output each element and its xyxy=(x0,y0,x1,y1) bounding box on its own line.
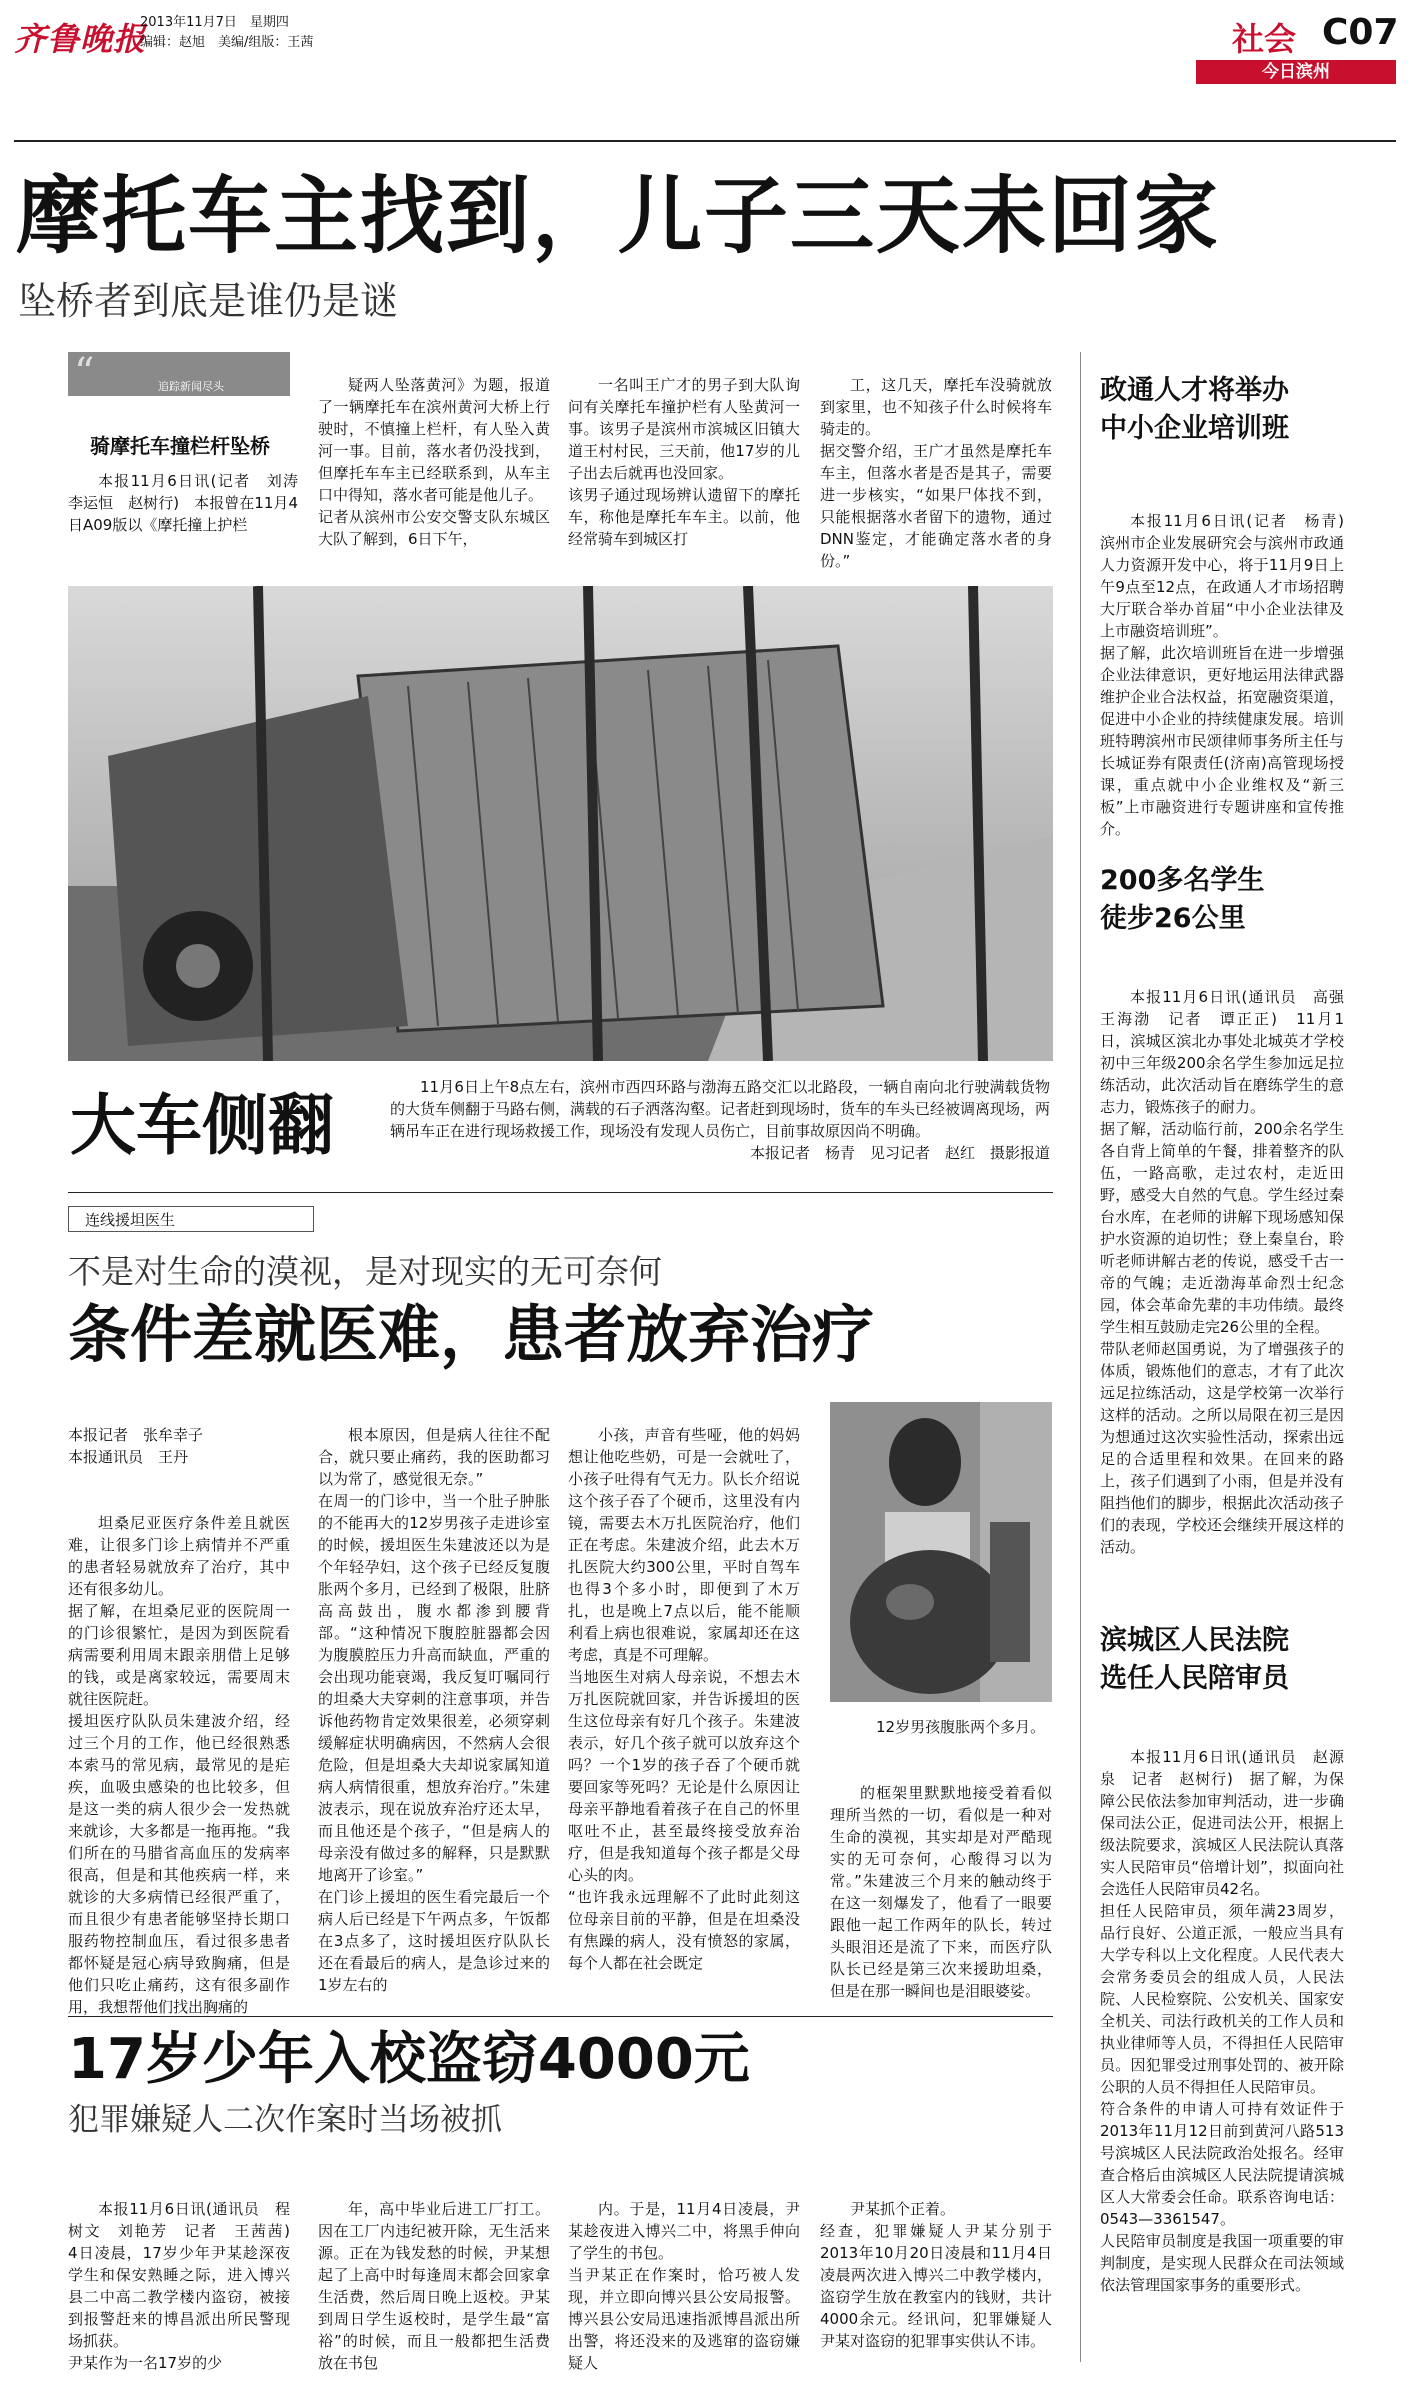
doctor-para: 根本原因，但是病人往往不配合，就只要止痛药，我的医助都习以为常了，感觉很无奈。” 在周一的门诊中，当一个肚子肿胀的不能再大的12岁男孩子走进诊室的时候，援坦医生朱建波还以为是个年轻孕妇，这个孩子已经反复腹胀两个多月，已经到了极限，肚脐高高鼓出，腹水都渗到腰背部。“这种情况下腹腔脏器都会因为腹膜腔压力升高而缺血，严重的会出现功能衰竭，我反复叮嘱同行的坦桑大夫穿刺的注意事项，并告诉他药物肯定效果很差，必须穿刺缓解症状明确病因，不然病人会很危险，但是坦桑大夫却说家属知道病人病情很重，想放弃治疗。”朱建波表示，现在说放弃治疗还太早，而且他还是个孩子，“但是病人的母亲没有做过多的解释，只是默默地离开了诊室。” 在门诊上援坦的医生看完最后一个病人后已经是下午两点多，午饭都在3点多了，这时援坦医疗队队长还在看最后的病人，是急诊过来的1岁左右的 xyxy=(318,1426,550,1994)
truck-photo xyxy=(68,586,1053,1061)
lead-para: 疑两人坠落黄河》为题，报道了一辆摩托车在滨州黄河大桥上行驶时，不慎撞上栏杆，有人坠入黄河一事。目前，落水者仍没找到，但摩托车车主已经联系到，从车主口中得知，落水者可能是他儿子。 记者从滨州市公安交警支队东城区大队了解到，6日下午， xyxy=(318,376,550,548)
sidebar-headline: 200多名学生 徒步26公里 xyxy=(1100,865,1265,934)
paper-name-logo: 齐鲁晚报 xyxy=(14,20,147,58)
subsection-bar xyxy=(1196,60,1396,84)
tag-title: 骑摩托车撞栏杆坠桥 xyxy=(90,434,270,458)
sidebar-story-2 xyxy=(1100,862,1344,1580)
theft-subhead: 犯罪嫌疑人二次作案时当场被抓 xyxy=(68,2102,502,2138)
sidebar-body xyxy=(1100,1724,1344,2318)
sidebar-body xyxy=(1100,964,1344,1580)
sidebar-para: 本报11月6日讯(记者 杨青) 滨州市企业发展研究会与滨州市政通人力资源开发中心，将于11月9日上午9点至12点，在政通人才市场招聘大厅联合举办首届“中小企业法律及上市融资培训班”。 据了解，此次培训班旨在进一步增强企业法律意识，更好地运用法律武器维护企业合法权益，拓宽融资渠道，促进中小企业的持续健康发展。培训班特聘滨州市民颂律师事务所主任与长城证券有限责任(济南)高管现场授课，重点就中小企业维权及“新三板”上市融资进行专题讲座和宣传推介。 xyxy=(1100,512,1344,838)
boy-photo-image xyxy=(830,1402,1052,1702)
doctor-series-label xyxy=(68,1206,314,1232)
sidebar-headline: 政通人才将举办 中小企业培训班 xyxy=(1100,375,1289,444)
tag-label: 追踪新闻尽头 xyxy=(158,380,224,393)
doctor-para: 小孩，声音有些哑，他的妈妈想让他吃些奶，可是一会就吐了，小孩子吐得有气无力。队长介绍说这个孩子吞了个硬币，这里没有内镜，需要去木万扎医院治疗，他们正在考虑。朱建波介绍，此去木万扎医院大约300公里，平时自驾车也得3个多小时，即便到了木万扎，也是晚上7点以后，能不能顺利看上病也很难说，家属却还在这考虑，真是不可理解。 当地医生对病人母亲说，不想去木万扎医院就回家，并告诉援坦的医生这位母亲有好几个孩子。朱建波表示，好几个孩子就可以放弃这个吗？一个1岁的孩子吞了个硬币就要回家等死吗？无论是什么原因让母亲平静地看着孩子在自己的怀里呕吐不止，甚至最终接受放弃治疗，但是我知道每个孩子都是父母心头的肉。 “也许我永远理解不了此时此刻这位母亲目前的平静，但是在坦桑没有焦躁的病人，没有愤怒的家属，每个人都在社会既定 xyxy=(568,1426,800,1972)
section-label: 社会 xyxy=(1232,20,1297,58)
theft-para: 年，高中毕业后进工厂打工。因在工厂内违纪被开除，无生活来源。正在为钱发愁的时候，尹某想起了上高中时每逢周末都会回家拿生活费，然后周日晚上返校。尹某到周日学生返校时，是学生最“富裕”的时候，而且一般都把生活费放在书包 xyxy=(318,2200,550,2372)
doctor-kicker: 不是对生命的漠视，是对现实的无可奈何 xyxy=(68,1252,662,1291)
editor-credits: 编辑：赵旭 美编/组版：王茜 xyxy=(140,35,314,50)
doctor-headline: 条件差就医难，患者放弃治疗 xyxy=(68,1298,875,1371)
lead-col-1 xyxy=(68,470,314,536)
masthead xyxy=(0,0,1409,140)
lead-subhead: 坠桥者到底是谁仍是谜 xyxy=(18,279,399,323)
theft-col-1 xyxy=(68,2176,290,2396)
lead-col-2 xyxy=(318,352,550,572)
masthead-rule xyxy=(14,140,1396,142)
theft-col-2 xyxy=(318,2176,550,2396)
tag-quote-icon: “ xyxy=(74,350,95,396)
sidebar-headline: 滨城区人民法院 选任人民陪审员 xyxy=(1100,1625,1289,1694)
lead-para: 一名叫王广才的男子到大队询问有关摩托车撞护栏有人坠黄河一事。该男子是滨州市滨城区旧镇大道王村村民，三天前，他17岁的儿子出去后就再也没回家。 该男子通过现场辨认遗留下的摩托车，称他是摩托车车主。以前，他经常骑车到城区打 xyxy=(568,376,800,548)
truck-photo-title: 大车侧翻 xyxy=(70,1087,334,1164)
sidebar-para: 本报11月6日讯(通讯员 高强 王海渤 记者 谭正正) 11月1日，滨城区滨北办事处北城英才学校初中三年级200余名学生参加远足拉练活动，此次活动旨在磨练学生的意志力，锻炼孩子的耐力。 据了解，活动临行前，200余名学生各自背上简单的午餐，排着整齐的队伍，一路高歌，走过农村，走近田野，感受大自然的气息。学生经过秦台水库，在老师的讲解下现场感知保护水资源的迫切性；登上秦皇台，聆听老师讲解古老的传说，感受千古一帝的气魄；走近渤海革命烈士纪念园，体会革命先辈的丰功伟绩。最终学生相互鼓励走完26公里的全程。 带队老师赵国勇说，为了增强孩子的体质，锻炼他们的意志，才有了此次远足拉练活动，这是学校第一次举行这样的活动。之所以局限在初三是因为想通过这次实验性活动，探索出远足的合适里程和效果。在回来的路上，孩子们遇到了小雨，但是并没有阻挡他们的脚步，根据此次活动孩子们的表现，学校还会继续开展这样的活动。 xyxy=(1100,988,1344,1556)
sidebar-para: 本报11月6日讯(通讯员 赵源泉 记者 赵树行) 据了解，为保障公民依法参加审判活动，进一步确保司法公正，促进司法公开，根据上级法院要求，滨城区人民法院认真落实人民陪审员“倍增计划”，拟面向社会选任人民陪审员42名。 担任人民陪审员，须年满23周岁，品行良好、公道正派，一般应当具有大学专科以上文化程度。人民代表大会常务委员会的组成人员，人民法院、人民检察院、公安机关、国家安全机关、司法行政机关的工作人员和执业律师等人员，不得担任人民陪审员。因犯罪受过刑事处罚的、被开除公职的人员不得担任人民陪审员。 符合条件的申请人可持有效证件于2013年11月12日前到黄河八路513号滨城区人民法院政治处报名。经审查合格后由滨城区人民法院提请滨城区人大常委会任命。联系咨询电话：0543—3361547。 人民陪审员制度是我国一项重要的审判制度，是实现人民群众在司法领域依法管理国家事务的重要形式。 xyxy=(1100,1748,1344,2294)
boy-photo xyxy=(830,1402,1052,1702)
theft-headline: 17岁少年入校盗窃4000元 xyxy=(68,2027,750,2092)
theft-para: 本报11月6日讯(通讯员 程树文 刘艳芳 记者 王茜茜) 4日凌晨，17岁少年尹某趁深夜学生和保安熟睡之际，进入博兴县二中高二教学楼内盗窃，被接到报警赶来的博昌派出所民警现场抓获。 尹某作为一名17岁的少 xyxy=(68,2200,290,2372)
lead-col-4 xyxy=(820,352,1052,594)
sidebar-divider xyxy=(1080,352,1081,2362)
truck-photo-caption xyxy=(390,1076,1050,1164)
theft-para: 尹某抓个正着。 经查，犯罪嫌疑人尹某分别于2013年10月20日凌晨和11月4日凌晨两次进入博兴二中教学楼内，盗窃学生放在教室内的钱财，共计4000余元。经讯问，犯罪嫌疑人尹某对盗窃的犯罪事实供认不讳。 xyxy=(820,2200,1052,2350)
truck-caption-text: 11月6日上午8点左右，滨州市西四环路与渤海五路交汇以北路段，一辆自南向北行驶满载货物的大货车侧翻于马路右侧，满载的石子洒落沟壑。记者赶到现场时，货车的车头已经被调离现场，两辆吊车正在进行现场救援工作，现场没有发现人员伤亡，目前事故原因尚不明确。 xyxy=(390,1078,1051,1140)
doctor-col-3 xyxy=(568,1402,800,1996)
lead-para: 本报11月6日讯(记者 刘涛 李运恒 赵树行) 本报曾在11月4日A09版以《摩托撞上护栏 xyxy=(68,472,314,534)
sidebar-story-1 xyxy=(1100,372,1344,862)
lead-headline: 摩托车主找到，儿子三天未回家 xyxy=(16,167,1221,265)
boy-photo-caption: 12岁男孩腹胀两个多月。 xyxy=(876,1718,1046,1736)
truck-photo-credit: 本报记者 杨青 见习记者 赵红 摄影报道 xyxy=(749,1144,1050,1162)
doctor-para: 坦桑尼亚医疗条件差且就医难，让很多门诊上病情并不严重的患者轻易就放弃了治疗，其中还有很多幼儿。 据了解，在坦桑尼亚的医院周一的门诊很繁忙，是因为到医院看病需要利用周末跟亲朋借上足够的钱，或是离家较远，需要周末就往医院赶。 援坦医疗队队员朱建波介绍，经过三个月的工作，他已经很熟悉本索马的常见病，最常见的是疟疾，血吸虫感染的也比较多，但是这一类的病人很少会一发热就来就诊，大多都是一拖再拖。“我们所在的马腊省高血压的发病率很高，但是和其他疾病一样，来就诊的大多病情已经很严重了，而且很少有患者能够坚持长期口服药物控制血压，看过很多患者都怀疑是冠心病导致胸痛，但是他们只吃止痛药，这有很多副作用，我想帮他们找出胸痛的 xyxy=(68,1514,290,2016)
series-label-text: 连线援坦医生 xyxy=(85,1211,176,1229)
sidebar-body xyxy=(1100,488,1344,862)
doctor-para: 的框架里默默地接受着看似理所当然的一切，看似是一种对生命的漠视，其实却是对严酷现实的无可奈何，心酸得习以为常。”朱建波三个月来的触动终于在这一刻爆发了，他看了一眼要跟他一起工作两年的队长，转过头眼泪还是流了下来，而医疗队队长已经是第三次来援助坦桑，但是在那一瞬间也是泪眼婆娑。 xyxy=(830,1784,1052,2000)
doctor-top-rule xyxy=(68,1192,1053,1193)
doctor-col-1 xyxy=(68,1402,290,2040)
theft-para: 内。于是，11月4日凌晨，尹某趁夜进入博兴二中，将黑手伸向了学生的书包。 当尹某正在作案时，恰巧被人发现，并立即向博兴县公安局报警。博兴县公安局迅速指派博昌派出所出警，将还没来的及逃窜的盗窃嫌疑人 xyxy=(568,2200,800,2372)
lead-para: 工，这几天，摩托车没骑就放到家里，也不知孩子什么时候将车骑走的。 据交警介绍，王广才虽然是摩托车车主，但落水者是否是其子，需要进一步核实，“如果尸体找不到，只能根据落水者留下的遗物，通过DNN鉴定，才能确定落水者的身份。” xyxy=(820,376,1052,570)
doctor-col-2 xyxy=(318,1402,550,2018)
lead-col-3 xyxy=(568,352,800,572)
doctor-byline: 本报记者 张牟幸子 本报通讯员 王丹 xyxy=(68,1426,204,1466)
truck-photo-image xyxy=(68,586,1053,1061)
lead-tag xyxy=(68,352,290,396)
sidebar-story-3 xyxy=(1100,1622,1344,2318)
doctor-col-4 xyxy=(830,1760,1052,2024)
theft-col-3 xyxy=(568,2176,800,2396)
theft-col-4 xyxy=(820,2176,1052,2374)
theft-top-rule xyxy=(68,2016,1053,2017)
subsection-label: 今日滨州 xyxy=(1262,62,1330,82)
page-number: C07 xyxy=(1322,12,1399,53)
issue-date: 2013年11月7日 星期四 xyxy=(140,15,289,30)
